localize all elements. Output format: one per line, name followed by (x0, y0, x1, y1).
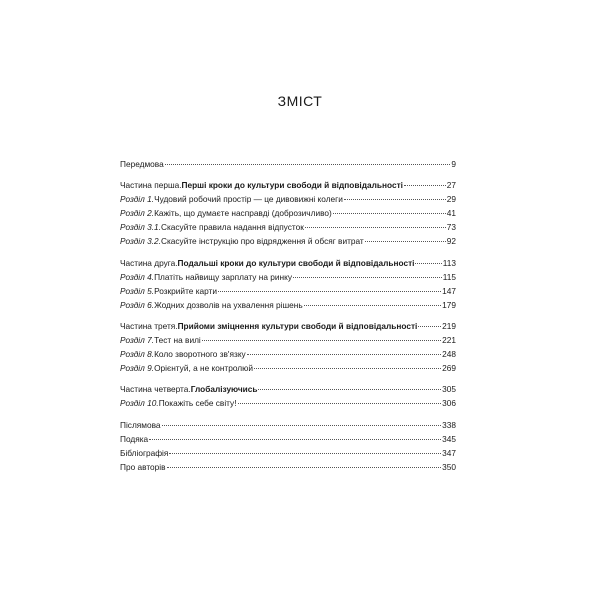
entry-title: Про авторів (120, 461, 166, 472)
toc-chapter-entry[interactable] (120, 270, 456, 284)
dot-leader (149, 439, 441, 440)
dot-leader (418, 326, 441, 327)
chapter-title: Кажіть, що думаєте насправді (доброзичливо) (154, 208, 332, 219)
toc-part-entry[interactable] (120, 382, 456, 396)
dot-leader (162, 425, 442, 426)
page-number: 338 (442, 419, 456, 430)
chapter-title: Орієнтуй, а не контролюй (154, 363, 253, 374)
toc-chapter-entry[interactable] (120, 206, 456, 220)
dot-leader (305, 227, 446, 228)
page-number: 41 (446, 208, 456, 219)
dot-leader (202, 340, 441, 341)
page-number: 115 (442, 271, 456, 282)
chapter-label: Розділ 7. (120, 335, 155, 346)
chapter-label: Розділ 5. (120, 285, 155, 296)
page-number: 305 (442, 384, 456, 395)
dot-leader (247, 354, 441, 355)
dot-leader (344, 199, 446, 200)
toc-entry[interactable] (120, 432, 456, 446)
toc-group-foreword (120, 157, 456, 171)
entry-title: Післямова (120, 419, 161, 430)
toc-chapter-entry[interactable] (120, 298, 456, 312)
page-number: 113 (442, 257, 456, 268)
chapter-label: Розділ 2. (120, 208, 155, 219)
chapter-label: Розділ 9. (120, 363, 155, 374)
toc-group-part-2 (120, 256, 456, 312)
entry-title: Передмова (120, 159, 164, 169)
page-number: 73 (446, 222, 456, 233)
chapter-title: Покажіть себе світу! (158, 398, 237, 409)
chapter-title: Коло зворотного зв'язку (154, 349, 246, 360)
page-number: 27 (446, 180, 456, 191)
dot-leader (415, 263, 441, 264)
toc-chapter-entry[interactable] (120, 284, 456, 298)
dot-leader (365, 241, 446, 242)
chapter-title: Скасуйте інструкцію про відрядження й обсяг витрат (160, 236, 364, 247)
toc-part-entry[interactable] (120, 256, 456, 270)
toc-chapter-entry[interactable] (120, 234, 456, 248)
dot-leader (169, 453, 441, 454)
toc-chapter-entry[interactable] (120, 192, 456, 206)
dot-leader (165, 164, 451, 165)
toc-group-part-3 (120, 319, 456, 375)
toc-chapter-entry[interactable] (120, 333, 456, 347)
part-label: Частина друга. (120, 257, 178, 268)
toc-group-back-matter (120, 418, 456, 474)
page-number: 248 (442, 349, 456, 360)
page-number: 221 (442, 335, 456, 346)
chapter-title: Жодних дозволів на ухвалення рішень (154, 299, 303, 310)
page-number: 350 (442, 461, 456, 472)
page-number: 9 (451, 159, 456, 169)
toc-entry[interactable] (120, 418, 456, 432)
chapter-title: Чудовий робочий простір — це дивовижні колеги (154, 194, 343, 205)
chapter-label: Розділ 6. (120, 299, 155, 310)
page-number: 219 (442, 320, 456, 331)
toc-part-entry[interactable] (120, 178, 456, 192)
page-title: ЗМІСТ (277, 93, 323, 109)
page-number: 179 (442, 299, 456, 310)
chapter-label: Розділ 4. (120, 271, 155, 282)
toc-group-part-4 (120, 382, 456, 410)
chapter-label: Розділ 3.1. (120, 222, 161, 233)
chapter-title: Тест на вилі (154, 335, 201, 346)
dot-leader (333, 213, 446, 214)
dot-leader (238, 403, 442, 404)
entry-title: Бібліографія (120, 447, 169, 458)
page-number: 347 (442, 447, 456, 458)
dot-leader (293, 277, 442, 278)
toc-chapter-entry[interactable] (120, 396, 456, 410)
toc-chapter-entry[interactable] (120, 361, 456, 375)
entry-title: Подяка (120, 433, 149, 444)
part-label: Частина третя. (120, 320, 178, 331)
chapter-label: Розділ 3.2. (120, 236, 161, 247)
toc-group-part-1 (120, 178, 456, 248)
toc-entry[interactable] (120, 157, 456, 171)
toc-entry[interactable] (120, 460, 456, 474)
table-of-contents (120, 157, 456, 481)
page-number: 92 (446, 236, 456, 247)
chapter-label: Розділ 1. (120, 194, 155, 205)
toc-entry[interactable] (120, 446, 456, 460)
page-number: 29 (446, 194, 456, 205)
dot-leader (218, 291, 441, 292)
dot-leader (254, 368, 441, 369)
chapter-title: Скасуйте правила надання відпусток (160, 222, 304, 233)
part-title: Глобалізуючись (190, 384, 258, 395)
toc-chapter-entry[interactable] (120, 220, 456, 234)
dot-leader (404, 185, 446, 186)
chapter-label: Розділ 8. (120, 349, 155, 360)
chapter-title: Розкрийте карти (154, 285, 217, 296)
toc-part-entry[interactable] (120, 319, 456, 333)
page-number: 147 (442, 285, 456, 296)
toc-chapter-entry[interactable] (120, 347, 456, 361)
part-label: Частина четверта. (120, 384, 191, 395)
dot-leader (304, 305, 441, 306)
chapter-title: Платіть найвищу зарплату на ринку (154, 271, 292, 282)
page-number: 345 (442, 433, 456, 444)
part-label: Частина перша. (120, 180, 182, 191)
part-title: Прийоми зміцнення культури свободи й відповідальності (177, 320, 418, 331)
part-title: Подальші кроки до культури свободи й відповідальності (177, 257, 415, 268)
chapter-label: Розділ 10. (120, 398, 159, 409)
part-title: Перші кроки до культури свободи й відповідальності (181, 180, 403, 191)
dot-leader (167, 467, 442, 468)
page-number: 306 (442, 398, 456, 409)
dot-leader (258, 389, 441, 390)
page-number: 269 (442, 363, 456, 374)
